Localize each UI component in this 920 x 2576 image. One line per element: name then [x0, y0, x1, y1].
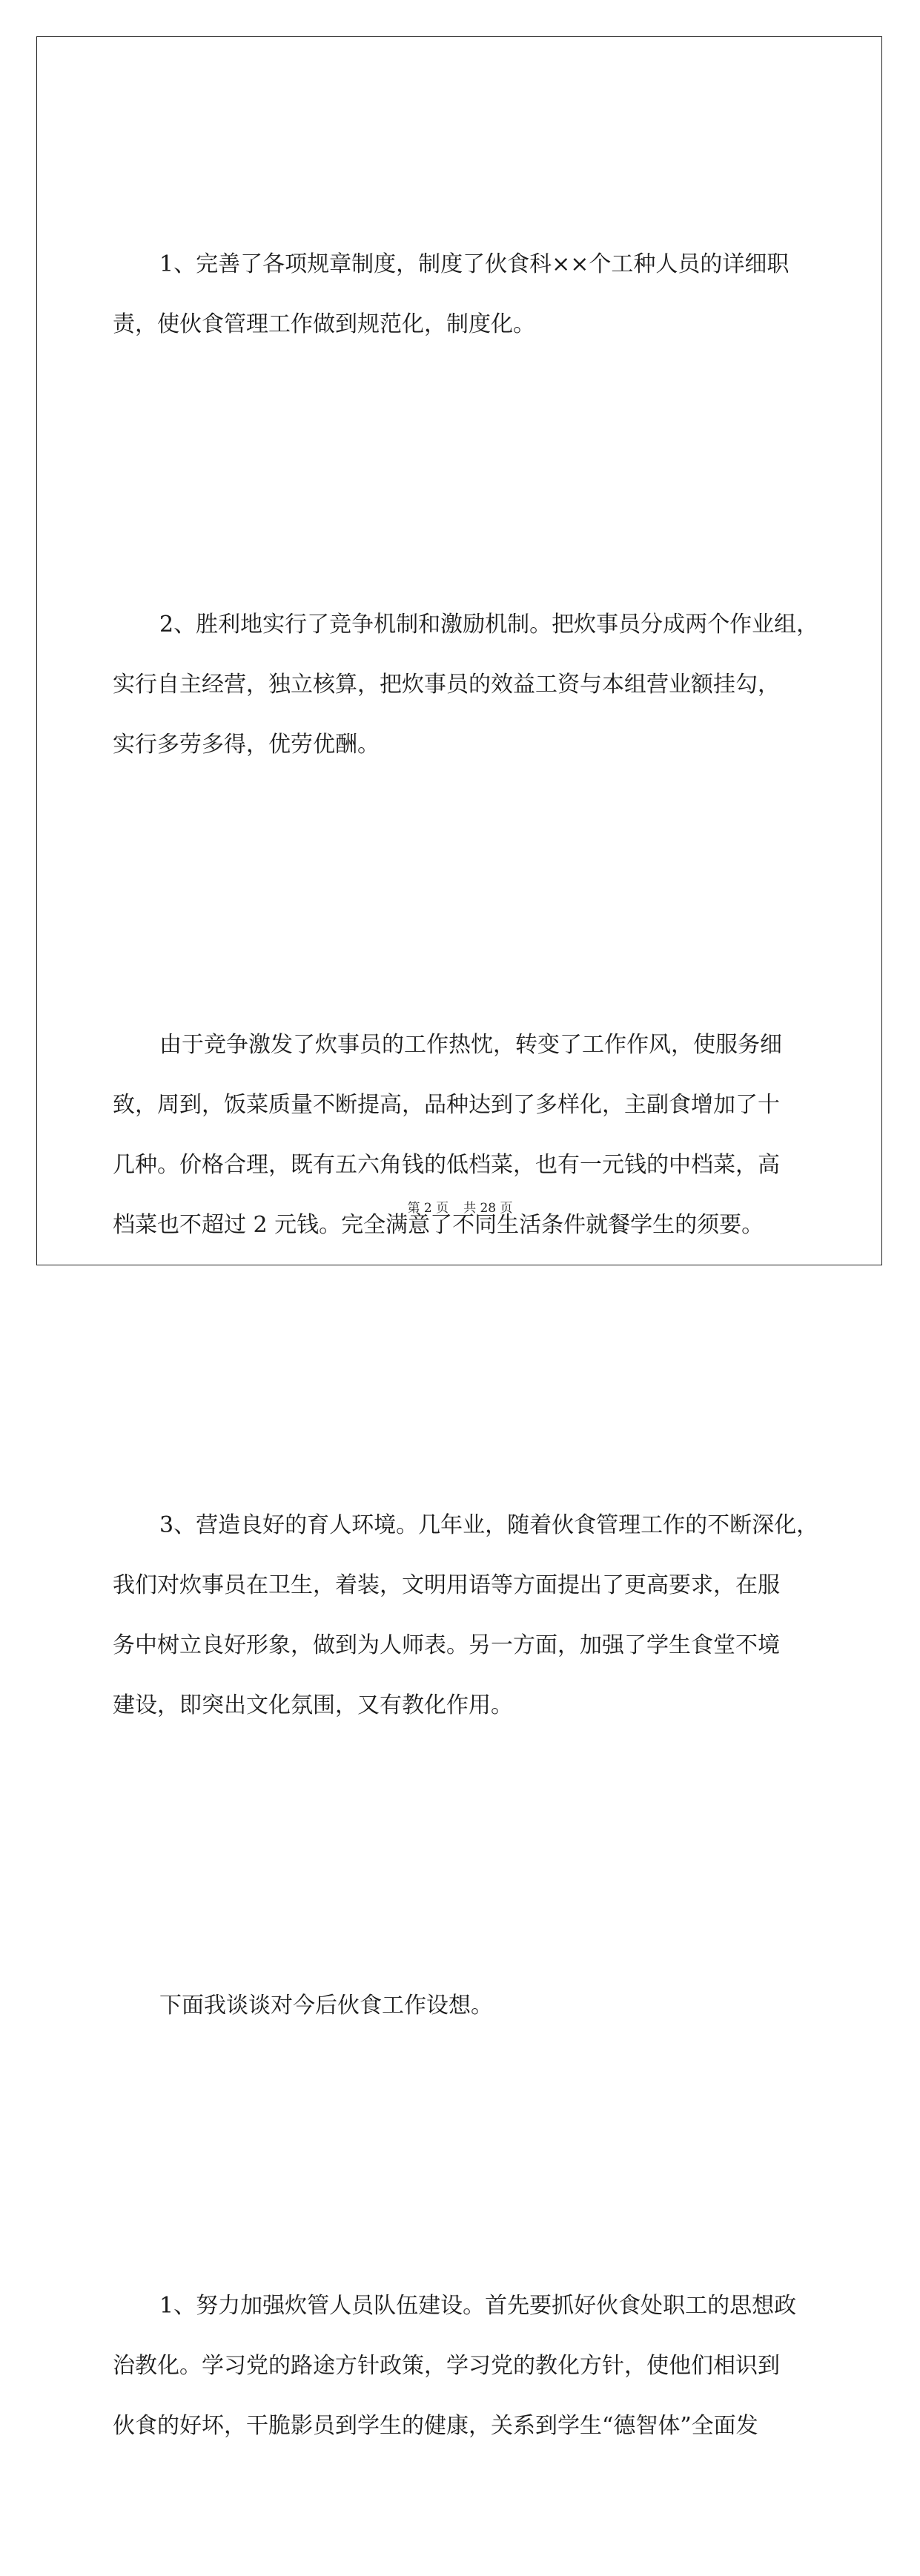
text-line: 1、努力加强炊管人员队伍建设。首先要抓好伙食处职工的思想政: [159, 2293, 797, 2319]
text-line: 3、营造良好的育人环境。几年业，随着伙食管理工作的不断深化，: [159, 1512, 819, 1538]
text-line: 1、完善了各项规章制度，制度了伙食科××个工种人员的详细职: [159, 251, 790, 277]
text-line: 建设，即突出文化氛围，又有教化作用。: [113, 1692, 513, 1718]
paragraph: [113, 2156, 808, 2576]
document-body: [113, 114, 819, 2576]
total-pages-label: 共 28 页: [463, 1201, 513, 1216]
paragraph: [113, 1375, 819, 1855]
text-line: 2、胜利地实行了竞争机制和激励机制。把炊事员分成两个作业组，: [159, 612, 819, 638]
paragraph: [113, 895, 808, 1375]
text-line: 实行多劳多得，优劳优酬。: [113, 732, 380, 758]
current-page-label: 第 2 页: [407, 1201, 449, 1216]
text-line: 下面我谈谈对今后伙食工作设想。: [159, 1993, 493, 2019]
text-line: 实行自主经营，独立核算，把炊事员的效益工资与本组营业额挂勾，: [113, 672, 780, 698]
text-line: 责，使伙食管理工作做到规范化，制度化。: [113, 311, 535, 337]
text-line: 伙食的好坏，干脆影员到学生的健康，关系到学生“德智体”全面发: [113, 2413, 758, 2439]
text-line: 几种。价格合理，既有五六角钱的低档菜，也有一元钱的中档菜，高: [113, 1152, 780, 1178]
paragraph: [113, 114, 808, 474]
text-line: 我们对炊事员在卫生，着装，文明用语等方面提出了更高要求，在服: [113, 1572, 780, 1598]
text-line: 治教化。学习党的路途方针政策，学习党的教化方针，使他们相识到: [113, 2353, 780, 2379]
text-line: 务中树立良好形象，做到为人师表。另一方面，加强了学生食堂不境: [113, 1632, 780, 1658]
text-line: 致，周到，饭菜质量不断提高，品种达到了多样化，主副食增加了十: [113, 1092, 780, 1118]
text-line: 由于竞争激发了炊事员的工作热忱，转变了工作作风，使服务细: [159, 1032, 782, 1058]
paragraph: [113, 474, 819, 895]
paragraph: [113, 1855, 808, 2156]
text-line: 档菜也不超过 2 元钱。完全满意了不同生活条件就餐学生的须要。: [113, 1212, 764, 1238]
page-footer: [0, 1197, 920, 1216]
